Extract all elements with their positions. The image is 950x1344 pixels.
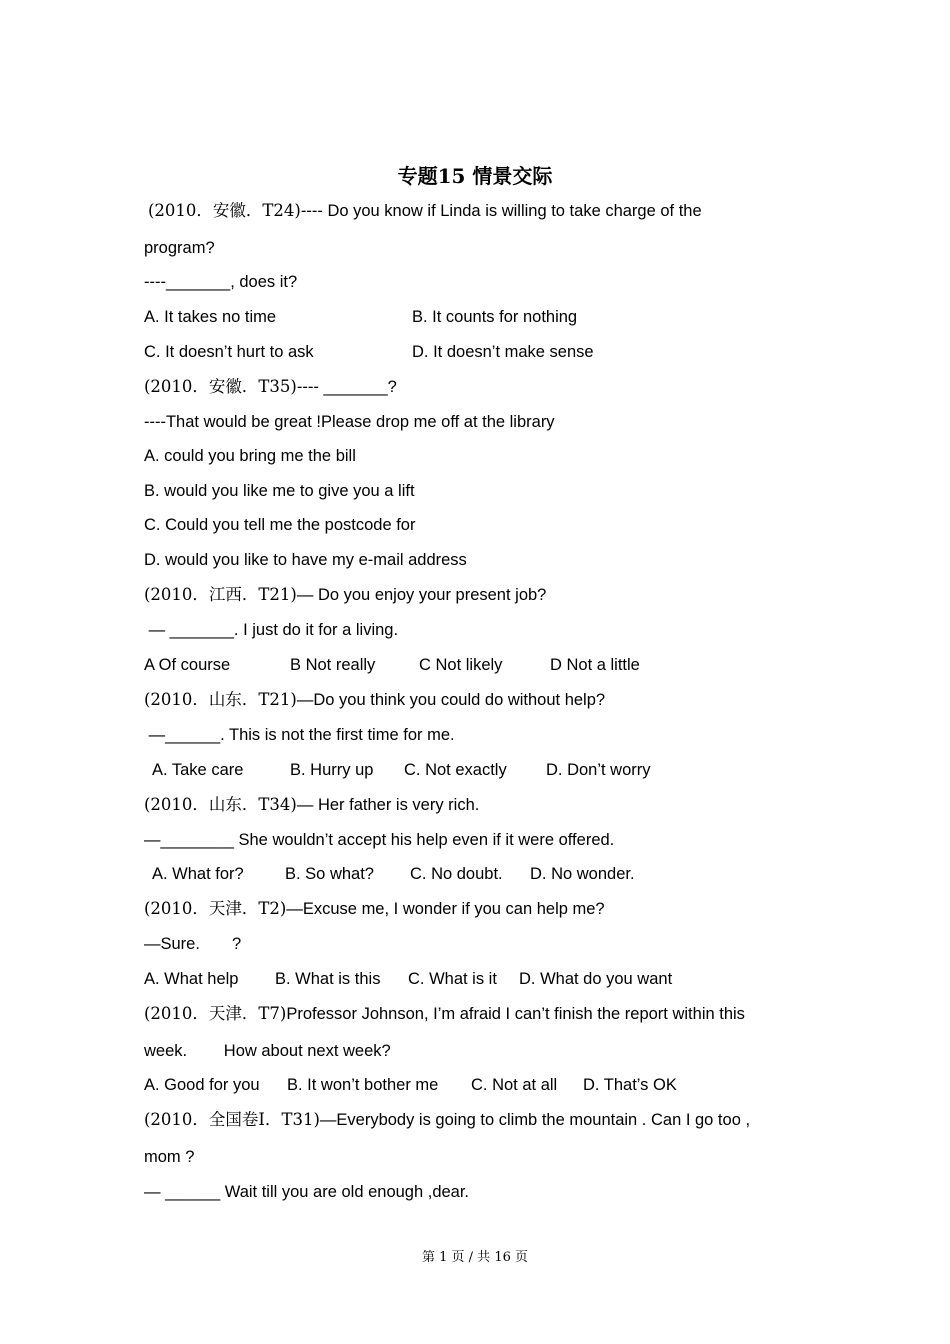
question-2-reply: ----That would be great !Please drop me off at the library: [144, 413, 555, 431]
question-4-options: [152, 759, 651, 781]
question-1-options-row-2: [144, 341, 594, 363]
question-8-reply: — ______ Wait till you are old enough ,dear.: [144, 1183, 470, 1201]
question-text: — Do you enjoy your present job?: [296, 586, 547, 604]
question-6-reply: —Sure. ?: [144, 935, 242, 953]
option-a: A Of course: [144, 656, 231, 674]
question-source: (2010．天津．T7): [144, 1004, 287, 1023]
question-4-stem: [144, 689, 605, 711]
option-a: A. What help: [144, 970, 239, 988]
question-source: (2010．江西．T21): [144, 585, 297, 604]
option-a: A. Take care: [152, 761, 244, 779]
question-source: (2010．山东．T21): [144, 690, 297, 709]
question-1-reply: ----_______, does it?: [144, 273, 298, 291]
option-b: B Not really: [290, 656, 376, 674]
question-source: (2010．山东．T34): [144, 795, 297, 814]
option-d: D. What do you want: [519, 970, 673, 988]
option-d: D. It doesn’t make sense: [412, 343, 594, 361]
option-d: D. Don’t worry: [546, 761, 651, 779]
page-title: 专题15 情景交际: [397, 164, 553, 188]
option-d: D. would you like to have my e-mail address: [144, 551, 467, 569]
question-4-reply: —______. This is not the first time for me.: [144, 726, 455, 744]
option-b: B. So what?: [285, 865, 374, 883]
question-3-options: [144, 654, 640, 676]
question-7-options: [144, 1074, 677, 1096]
question-text: —Everybody is going to climb the mountain . Can I go too ,: [319, 1111, 751, 1129]
question-source: (2010．安徽．T24): [148, 201, 301, 220]
question-source: (2010．天津．T2): [144, 899, 287, 918]
question-source: (2010．全国卷I．T31): [144, 1110, 320, 1129]
page-footer: 第 1 页 / 共 16 页: [422, 1250, 528, 1265]
option-c: C Not likely: [419, 656, 503, 674]
option-c: C. No doubt.: [410, 865, 503, 883]
question-5-reply: —________ She wouldn’t accept his help even if it were offered.: [144, 831, 615, 849]
option-a: A. Good for you: [144, 1076, 260, 1094]
option-b: B. would you like me to give you a lift: [144, 482, 415, 500]
option-b: B. Hurry up: [290, 761, 374, 779]
question-2-stem: [144, 376, 397, 398]
option-b: B. It won’t bother me: [287, 1076, 439, 1094]
option-c: C. Not exactly: [404, 761, 507, 779]
option-a: A. It takes no time: [144, 308, 277, 326]
question-source: (2010．安徽．T35): [144, 377, 297, 396]
question-1-stem: [148, 200, 702, 222]
question-text: ---- Do you know if Linda is willing to take charge of the: [300, 202, 702, 220]
option-d: D. No wonder.: [530, 865, 635, 883]
question-7-stem-continued: week. How about next week?: [144, 1042, 391, 1060]
option-a: A. could you bring me the bill: [144, 447, 356, 465]
option-c: C. Could you tell me the postcode for: [144, 516, 416, 534]
question-6-stem: [144, 898, 605, 920]
question-text: —Do you think you could do without help?: [296, 691, 606, 709]
question-text: —Excuse me, I wonder if you can help me?: [286, 900, 605, 918]
option-b: B. It counts for nothing: [412, 308, 578, 326]
question-3-reply: — _______. I just do it for a living.: [144, 621, 399, 639]
question-7-stem: [144, 1003, 745, 1025]
question-text: ---- _______?: [296, 378, 397, 396]
question-1-options-row-1: [144, 306, 577, 328]
question-5-stem: [144, 794, 479, 816]
question-6-options: [144, 968, 672, 990]
question-text: Professor Johnson, I’m afraid I can’t finish the report within this: [286, 1005, 745, 1023]
question-8-stem-continued: mom ?: [144, 1148, 195, 1166]
question-text: — Her father is very rich.: [296, 796, 480, 814]
option-c: C. What is it: [408, 970, 497, 988]
option-c: C. Not at all: [471, 1076, 558, 1094]
question-3-stem: [144, 584, 546, 606]
option-b: B. What is this: [275, 970, 381, 988]
option-d: D. That’s OK: [583, 1076, 677, 1094]
question-5-options: [152, 863, 635, 885]
question-1-stem-continued: program?: [144, 239, 215, 257]
option-c: C. It doesn’t hurt to ask: [144, 343, 314, 361]
option-d: D Not a little: [550, 656, 640, 674]
option-a: A. What for?: [152, 865, 244, 883]
question-8-stem: [144, 1109, 750, 1131]
